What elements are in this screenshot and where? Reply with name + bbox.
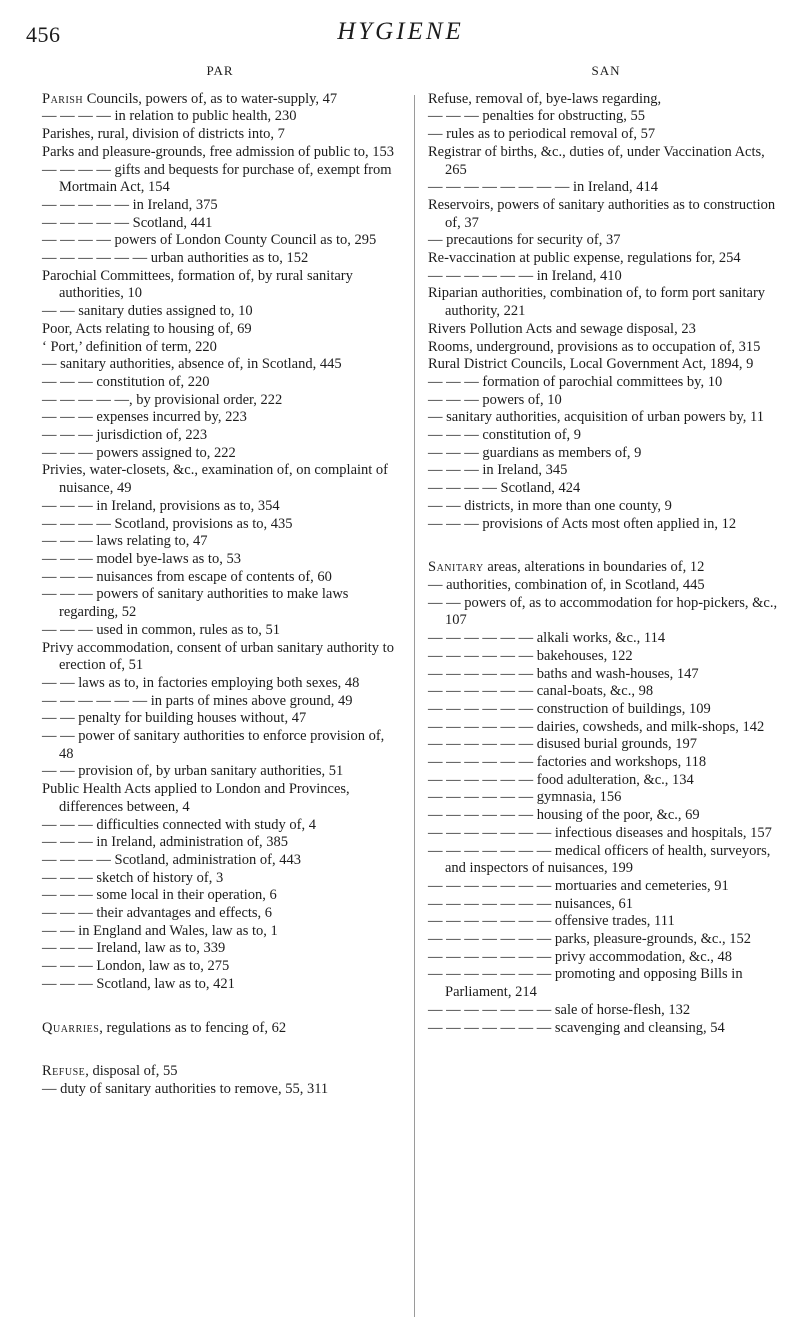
entry-lead-word: Sanitary [428, 559, 484, 576]
index-entry [42, 108, 398, 126]
entry-text: — — — — — — bakehouses, 122 [428, 647, 633, 664]
entry-text: — — — — powers of London County Council as to, 295 [42, 232, 377, 249]
index-entry [42, 887, 398, 905]
index-entry [428, 789, 784, 807]
entry-text: Parochial Committees, formation of, by rural sanitary authorities, 10 [42, 267, 353, 302]
entry-text: areas, alterations in boundaries of, 12 [483, 559, 705, 576]
entry-text: — rules as to periodical removal of, 57 [428, 126, 656, 143]
entry-text: — — — — — — — nuisances, 61 [428, 895, 633, 912]
index-entry [428, 648, 784, 666]
entry-text: Registrar of births, &c., duties of, under Vaccination Acts, 265 [428, 143, 765, 178]
entry-text: — — — — — — — offensive trades, 111 [428, 913, 675, 930]
entry-text: Parishes, rural, division of districts into, 7 [42, 126, 285, 143]
entry-text: — — — — — in Ireland, 375 [42, 196, 218, 213]
entry-text: — — — in Ireland, provisions as to, 354 [42, 497, 280, 514]
index-entry [42, 268, 398, 303]
entry-text: — — districts, in more than one county, 9 [428, 497, 672, 514]
section-gap [428, 533, 784, 559]
index-entry [428, 321, 784, 339]
entry-text: — — — penalties for obstructing, 55 [428, 108, 646, 125]
entry-text: ‘ Port,’ definition of term, 220 [42, 338, 217, 355]
entry-text: — — — — — — dairies, cowsheds, and milk-shops, 142 [428, 718, 765, 735]
page-number: 456 [26, 22, 61, 47]
index-entry [42, 976, 398, 994]
entry-text: — — — — — — — sale of horse-flesh, 132 [428, 1001, 691, 1018]
entry-text: — — — — — — — infectious diseases and hospitals, 157 [428, 824, 772, 841]
index-entry [42, 1063, 398, 1081]
index-entry [42, 905, 398, 923]
entry-lead-word: Refuse [42, 1063, 86, 1080]
entry-list-right [428, 91, 784, 1038]
entry-text: — — — sketch of history of, 3 [42, 869, 224, 886]
index-entry [428, 445, 784, 463]
index-entry [42, 303, 398, 321]
entry-text: — — — powers of, 10 [428, 391, 562, 408]
index-entry [42, 710, 398, 728]
entry-text: — — — — — — — promoting and opposing Bills in Parliament, 214 [428, 966, 743, 1001]
entry-text: Councils, powers of, as to water-supply, 47 [83, 90, 338, 107]
entry-text: — — — constitution of, 9 [428, 427, 582, 444]
entry-text: — — — — — — alkali works, &c., 114 [428, 630, 666, 647]
index-entry [428, 480, 784, 498]
entry-lead-word: Quarries [42, 1019, 100, 1036]
entry-text: Privy accommodation, consent of urban sanitary authority to erection of, 51 [42, 639, 394, 674]
index-entry [428, 374, 784, 392]
index-entry [42, 1081, 398, 1099]
entry-text: — — — — — — in parts of mines above ground, 49 [42, 692, 353, 709]
index-entry [42, 940, 398, 958]
index-entry [42, 675, 398, 693]
entry-text: — — in England and Wales, law as to, 1 [42, 922, 278, 939]
entry-text: — — — Ireland, law as to, 339 [42, 940, 226, 957]
entry-text: — precautions for security of, 37 [428, 232, 621, 249]
entry-text: — — — powers assigned to, 222 [42, 444, 236, 461]
index-entry [42, 144, 398, 162]
entry-text: — — — — — — — parks, pleasure-grounds, &c., 152 [428, 931, 751, 948]
entry-text: — — — — —, by provisional order, 222 [42, 391, 283, 408]
entry-text: — — — — — — — privy accommodation, &c., 48 [428, 948, 733, 965]
entry-text: Refuse, removal of, bye-laws regarding, [428, 90, 662, 107]
index-entry [42, 427, 398, 445]
entry-text: — — — — — — — medical officers of health, surveyors, and inspectors of nuisances, 199 [428, 842, 771, 877]
index-entry [42, 516, 398, 534]
entry-text: — — — — — — — scavenging and cleansing, 54 [428, 1019, 725, 1036]
entry-text: Parks and pleasure-grounds, free admission of public to, 153 [42, 143, 394, 160]
entry-text: — — — London, law as to, 275 [42, 958, 230, 975]
index-entry [428, 683, 784, 701]
entry-text: — — — in Ireland, administration of, 385 [42, 834, 289, 851]
index-entry [42, 870, 398, 888]
index-entry [428, 772, 784, 790]
entry-text: — authorities, combination of, in Scotland, 445 [428, 576, 705, 593]
entry-text: — — penalty for building houses without, 47 [42, 710, 307, 727]
entry-text: — — — — — — gymnasia, 156 [428, 789, 622, 806]
index-entry [42, 763, 398, 781]
entry-text: — — — jurisdiction of, 223 [42, 427, 208, 444]
index-entry [428, 595, 784, 630]
index-entry [428, 91, 784, 109]
entry-list-left [42, 91, 398, 1099]
index-entry [42, 498, 398, 516]
index-entry [42, 462, 398, 497]
entry-text: — — — powers of sanitary authorities to make laws regarding, 52 [42, 586, 349, 621]
entry-text: Public Health Acts applied to London and Provinces, differences between, 4 [42, 781, 350, 815]
index-entry [428, 949, 784, 967]
index-entry [428, 427, 784, 445]
index-entry [42, 586, 398, 621]
entry-text: — — — their advantages and effects, 6 [42, 905, 273, 922]
index-entry [42, 445, 398, 463]
entry-text: — — — model bye-laws as to, 53 [42, 550, 241, 567]
index-entry [428, 966, 784, 1001]
index-entry [428, 736, 784, 754]
index-entry [428, 498, 784, 516]
index-entry [42, 640, 398, 675]
entry-text: — — laws as to, in factories employing both sexes, 48 [42, 674, 360, 691]
index-column-left [42, 62, 398, 1099]
entry-text: — — — constitution of, 220 [42, 373, 210, 390]
entry-text: Poor, Acts relating to housing of, 69 [42, 320, 252, 337]
catchword-left: PAR [206, 63, 234, 78]
entry-text: — — — — — — canal-boats, &c., 98 [428, 683, 654, 700]
entry-text: — sanitary authorities, acquisition of urban powers by, 11 [428, 409, 764, 426]
index-entry [428, 931, 784, 949]
index-entry [428, 630, 784, 648]
entry-text: Rural District Councils, Local Government Act, 1894, 9 [428, 356, 754, 373]
entry-text: Rooms, underground, provisions as to occupation of, 315 [428, 338, 761, 355]
index-entry [42, 569, 398, 587]
entry-text: — — sanitary duties assigned to, 10 [42, 303, 253, 320]
index-column-right [428, 62, 784, 1037]
entry-text: — — — — Scotland, 424 [428, 480, 581, 497]
entry-text: , regulations as to fencing of, 62 [99, 1019, 287, 1036]
entry-text: — — — — Scotland, administration of, 443 [42, 851, 301, 868]
index-entry [42, 339, 398, 357]
index-entry [428, 409, 784, 427]
index-entry [428, 462, 784, 480]
index-entry [428, 179, 784, 197]
entry-text: — — — — — — construction of buildings, 109 [428, 700, 711, 717]
index-entry [428, 825, 784, 843]
index-entry [42, 232, 398, 250]
entry-text: — — — — — — urban authorities as to, 152 [42, 250, 309, 267]
index-entry [42, 409, 398, 427]
index-entry [42, 215, 398, 233]
entry-text: — — — — — — food adulteration, &c., 134 [428, 771, 694, 788]
entry-text: — — — — — — baths and wash-houses, 147 [428, 665, 699, 682]
catchword-right: SAN [591, 63, 621, 78]
index-entry [42, 622, 398, 640]
entry-text: Reservoirs, powers of sanitary authorities as to construction of, 37 [428, 196, 776, 231]
entry-text: Re-vaccination at public expense, regulations for, 254 [428, 250, 741, 267]
index-entry [42, 834, 398, 852]
entry-text: — — — — — — factories and workshops, 118 [428, 754, 707, 771]
section-gap [42, 1037, 398, 1063]
entry-text: — — — expenses incurred by, 223 [42, 409, 247, 426]
index-entry [428, 1002, 784, 1020]
entry-text: — — — laws relating to, 47 [42, 533, 208, 550]
index-entry [428, 577, 784, 595]
entry-text: — duty of sanitary authorities to remove, 55, 311 [42, 1080, 329, 1097]
index-entry [428, 719, 784, 737]
entry-text: — — — — gifts and bequests for purchase of, exempt from Mortmain Act, 154 [42, 161, 392, 196]
entry-text: — — — — — — — mortuaries and cemeteries, 91 [428, 877, 729, 894]
entry-text: — — — used in common, rules as to, 51 [42, 621, 281, 638]
entry-text: — — — — — — disused burial grounds, 197 [428, 736, 698, 753]
index-entry [428, 896, 784, 914]
entry-text: , disposal of, 55 [85, 1063, 178, 1080]
index-entry [42, 197, 398, 215]
index-entry [42, 551, 398, 569]
entry-text: — — — — in relation to public health, 230 [42, 108, 297, 125]
entry-text: — — powers of, as to accommodation for hop-pickers, &c., 107 [428, 594, 778, 629]
index-entry [42, 374, 398, 392]
index-entry [42, 91, 398, 109]
entry-text: Riparian authorities, combination of, to form port sanitary authority, 221 [428, 285, 766, 320]
entry-text: — — — — — — — — in Ireland, 414 [428, 179, 658, 196]
index-entry [42, 250, 398, 268]
index-entry [428, 250, 784, 268]
index-entry [428, 268, 784, 286]
index-entry [428, 807, 784, 825]
index-entry [428, 1020, 784, 1038]
index-entry [42, 162, 398, 197]
entry-lead-word: Parish [42, 90, 84, 107]
entry-text: — — — guardians as members of, 9 [428, 444, 642, 461]
entry-text: — — — — — — in Ireland, 410 [428, 267, 622, 284]
entry-text: — — — formation of parochial committees by, 10 [428, 373, 723, 390]
entry-text: — — provision of, by urban sanitary authorities, 51 [42, 763, 344, 780]
index-entry [428, 878, 784, 896]
index-entry [428, 754, 784, 772]
index-entry [428, 285, 784, 320]
page-header [0, 14, 801, 46]
index-entry [42, 1020, 398, 1038]
entry-text: — — — nuisances from escape of contents of, 60 [42, 568, 332, 585]
index-entry [42, 852, 398, 870]
entry-text: — — power of sanitary authorities to enforce provision of, 48 [42, 728, 385, 762]
index-entry [428, 197, 784, 232]
entry-text: — — — — — Scotland, 441 [42, 214, 213, 231]
index-entry [42, 356, 398, 374]
index-entry [42, 392, 398, 410]
entry-text: — — — difficulties connected with study of, 4 [42, 816, 316, 833]
index-entry [42, 817, 398, 835]
index-entry [428, 843, 784, 878]
entry-text: — — — in Ireland, 345 [428, 462, 568, 479]
entry-text: Privies, water-closets, &c., examination of, on complaint of nuisance, 49 [42, 462, 389, 497]
entry-text: — sanitary authorities, absence of, in Scotland, 445 [42, 356, 342, 373]
index-entry [428, 126, 784, 144]
index-entry [428, 108, 784, 126]
entry-text: — — — provisions of Acts most often applied in, 12 [428, 515, 737, 532]
entry-text: — — — Scotland, law as to, 421 [42, 975, 235, 992]
index-entry [428, 144, 784, 179]
entry-text: Rivers Pollution Acts and sewage disposal, 23 [428, 320, 696, 337]
index-entry [428, 356, 784, 374]
column-divider [414, 95, 415, 1317]
index-entry [428, 559, 784, 577]
index-entry [42, 923, 398, 941]
index-entry [42, 321, 398, 339]
index-entry [42, 126, 398, 144]
section-gap [42, 994, 398, 1020]
index-entry [428, 516, 784, 534]
index-entry [428, 232, 784, 250]
entry-text: — — — some local in their operation, 6 [42, 887, 277, 904]
index-entry [428, 701, 784, 719]
index-entry [42, 781, 398, 816]
index-entry [428, 392, 784, 410]
entry-text: — — — — Scotland, provisions as to, 435 [42, 515, 293, 532]
index-entry [428, 666, 784, 684]
entry-text: — — — — — — housing of the poor, &c., 69 [428, 807, 700, 824]
index-entry [428, 339, 784, 357]
index-entry [42, 728, 398, 763]
index-entry [42, 533, 398, 551]
running-title: HYGIENE [337, 18, 464, 45]
index-entry [42, 958, 398, 976]
index-entry [42, 693, 398, 711]
index-entry [428, 913, 784, 931]
